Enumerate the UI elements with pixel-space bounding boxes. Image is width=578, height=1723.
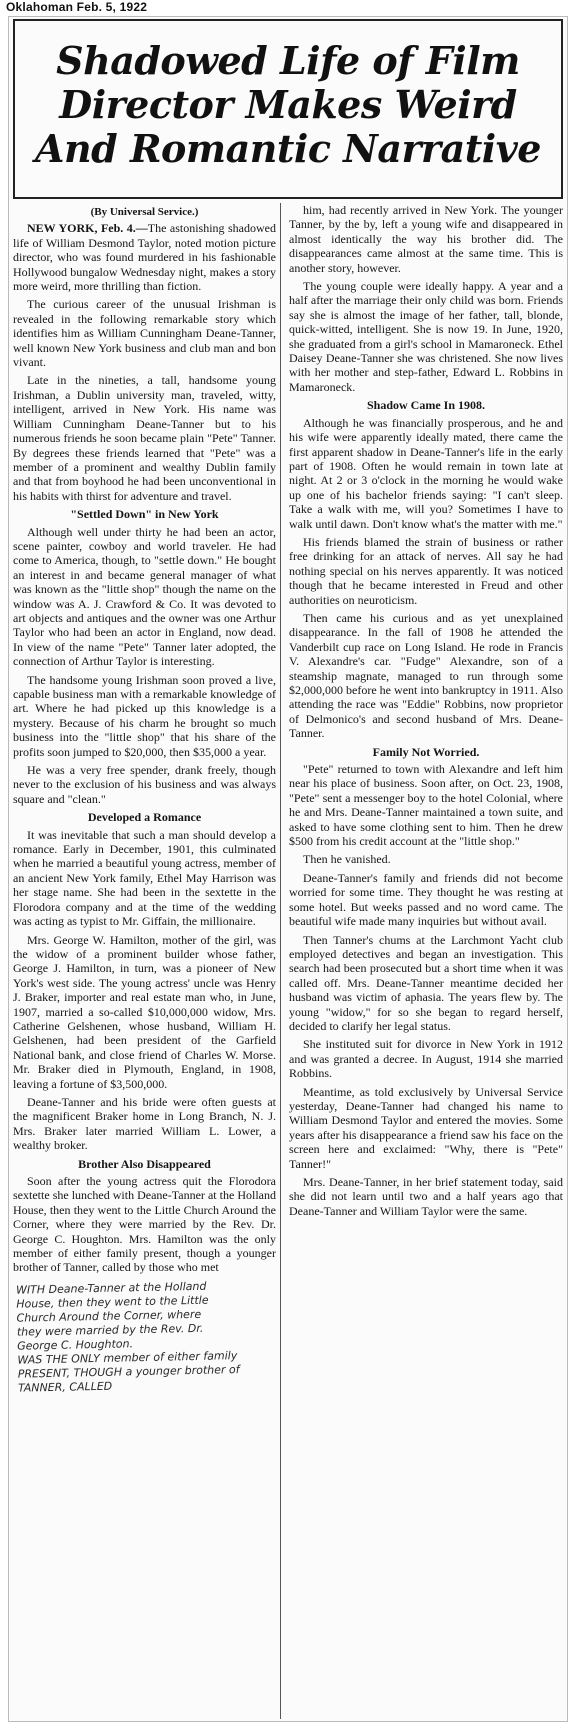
paragraph: "Pete" returned to town with Alexandre and left him near his place of business. Soon after, on Oct. 23, 1908, "Pete" sent a messenger boy to the hotel Colonial, where he and Mrs. Deane-Tanner maintained a town suite, and asked to have some clothing sent to him. Then he drew $500 from his credit account at the "little shop." [289, 762, 563, 849]
paragraph: She instituted suit for divorce in New York in 1912 and was granted a decree. In August, 1914 she married Robbins. [289, 1037, 563, 1081]
right-column [289, 203, 563, 1719]
paragraph: Then he vanished. [303, 852, 391, 867]
paragraph: It was inevitable that such a man should develop a romance. Early in December, 1901, this culminated when he married a beautiful young actress, member of an ancient New York family, Ethel May Harrison was her stage name. She had been in the sextette in the Florodora company and at the time of the wedding was acting as typist to Mr. Giffain, the millionaire. [13, 827, 276, 929]
subheading: Brother Also Disappeared [78, 1156, 211, 1171]
left-column [13, 203, 281, 1719]
paragraph: Then came his curious and as yet unexplained disappearance. In the fall of 1908 he attended the Vanderbilt cup race on Long Island. He rode in Francis V. Alexandre's car. "Fudge" Alexandre, son of a steamship magnate, managed to run through some $2,000,000 before he went into bankruptcy in 1911. Also attending the race was "Eddie" Robbins, now proprietor of Delmonico's and second husband of Mrs. Deane-Tanner. [289, 610, 563, 741]
subheading: Shadow Came In 1908. [366, 398, 486, 413]
paragraph: Although he was financially prosperous, and he and his wife were apparently ideally mated, there came the first apparent shadow in Deane-Tanner's life in the early part of 1908. Often he would remain in town late at night. At 2 or 3 o'clock in the morning he would wake up one of his bachelor friends saying: "I can't sleep. Take a walk with me, will you? Sometimes I have to walk until dawn. Don't know what's the matter with me." [289, 415, 563, 531]
paragraph: him, had recently arrived in New York. The younger Tanner, by the by, left a young wife and disappeared in almost identically the way his brother did. The disappearances came almost at the same time. This is another story, however. [289, 203, 563, 275]
paragraph: Deane-Tanner and his bride were often guests at the magnificent Braker home in Long Branch, N. J. Mrs. Braker later married William L. Lower, a wealthy broker. [13, 1094, 276, 1153]
article-body [13, 203, 563, 1719]
headline: Shadowed Life of Film Director Makes Weird And Romantic Narrative [35, 38, 541, 171]
paragraph: The young couple were ideally happy. A year and a half after the marriage their only child was born. Friends say she is almost the image of her father, tall, blonde, quick-witted, intelligent. She is now 19. In June, 1920, she graduated from a girl's school in Mamaroneck. Ethel Daisey Deane-Tanner she was christened. She now lives with her mother and step-father, Edward L. Robbins in Mamaroneck. [289, 279, 563, 394]
paragraph: Deane-Tanner's family and friends did not become worried for some time. They thought he was resting at some hotel. But weeks passed and no word came. The beautiful wife made many inquiries but without avail. [289, 870, 563, 929]
paragraph: Late in the nineties, a tall, handsome young Irishman, a Dublin university man, traveled, witty, intelligent, arrived in New York. His name was William Cunningham Deane-Tanner but to his numerous friends he soon became plain "Pete" Tanner. By degrees these friends learned that "Pete" was a member of a prominent and wealthy Dublin family and that from boyhood he had been unconventional in his habits with thirst for adventure and travel. [13, 373, 276, 503]
subheading: Family Not Worried. [372, 744, 480, 759]
paragraph: He was a very free spender, drank freely, though never to the exclusion of his business and was always square and "clean." [13, 763, 276, 806]
headline-box [13, 19, 563, 199]
newspaper-clipping [8, 16, 568, 1722]
paragraph: Mrs. George W. Hamilton, mother of the girl, was the widow of a prominent builder whose father, George J. Hamilton, in turn, was a pioneer of New York's west side. The young actress' uncle was Henry J. Braker, importer and real estate man who, in June, 1907, married a so-called $10,000,000 widow, Mrs. Catherine Gelshenen, whose husband, William H. Gelshenen, had been president of the Garfield National bank, and close friend of Charles W. Morse. Mr. Braker died in Plymouth, England, in 1908, leaving a fortune of $3,500,000. [13, 932, 276, 1091]
paragraph: Mrs. Deane-Tanner, in her brief statement today, said she did not learn until two and a half years ago that Deane-Tanner and William Taylor were the same. [289, 1175, 563, 1218]
paragraph: Although well under thirty he had been an actor, scene painter, cowboy and world traveler. He had come to America, though, to "settle down." He bought an interest in and became general manager of what was known as the "little shop" though the name on the window was A. J. Crawford & Co. It was devoted to art objects and antiques and the owner was one Arthur Taylor who had been an actor in England, now dead. In view of the name "Pete" Tanner later adopted, the connection of Arthur Taylor is interesting. [13, 524, 276, 669]
paragraph: Then Tanner's chums at the Larchmont Yacht club employed detectives and began an investigation. This search had been prosecuted but a short time when it was called off. Mrs. Deane-Tanner meantime decided her husband was victim of aphasia. The years flew by. The young "widow," for so she began to regard herself, decided to clarify her legal status. [289, 932, 563, 1033]
dateline: NEW YORK, Feb. 4.— [27, 221, 148, 236]
byline: (By Universal Service.) [90, 206, 199, 218]
subheading: Developed a Romance [87, 810, 202, 825]
paragraph: His friends blamed the strain of business or rather free drinking for an attack of nerves. All say he had nothing special on his nerves apparently. It was noticed though that he became interested in Freud and other authorities on neuroticism. [289, 534, 563, 607]
handwritten-annotation: WITH Deane-Tanner at the Holland House, then they went to the Little Church Around the Corner, where they were married by the Rev. Dr. George C. Houghton. WAS THE ONLY member of either family PRESENT, THOUGH a younger brother of TANNER, CALLED [15, 1279, 240, 1395]
paragraph: The handsome young Irishman soon proved a live, capable business man with a remarkable knowledge of art. Where he had picked up this knowledge is a mystery. Because of his charm he brought so much business into the "little shop" that his share of the profits soon jumped to $20,000, then $35,000 a year. [13, 672, 276, 759]
paragraph: Meantime, as told exclusively by Universal Service yesterday, Deane-Tanner had changed his name to William Desmond Taylor and entered the movies. Some years after his disappearance a friend saw his face on the screen here and exclaimed: "Why, there is "Pete" Tanner!" [289, 1084, 563, 1171]
subheading: "Settled Down" in New York [70, 507, 219, 522]
paragraph: Soon after the young actress quit the Florodora sextette she lunched with Deane-Tanner at the Holland House, then they went to the Little Church Around the Corner, where they were married by the Rev. Dr. George C. Houghton. Mrs. Hamilton was the only member of either family present, though a younger brother of Tanner, called by those who met [13, 1174, 276, 1275]
paragraph: NEW YORK, Feb. 4.—The astonishing shadowed life of William Desmond Taylor, noted motion picture director, who was found murdered in his fashionable Hollywood bungalow Wednesday night, makes a story more weird, more thrilling than fiction. [13, 221, 276, 294]
paragraph: The curious career of the unusual Irishman is revealed in the following remarkable story which identifies him as William Cunningham Deane-Tanner, well known New York business and club man and bon vivant. [13, 297, 276, 370]
clipping-source-label: Oklahoman Feb. 5, 1922 [6, 0, 148, 14]
